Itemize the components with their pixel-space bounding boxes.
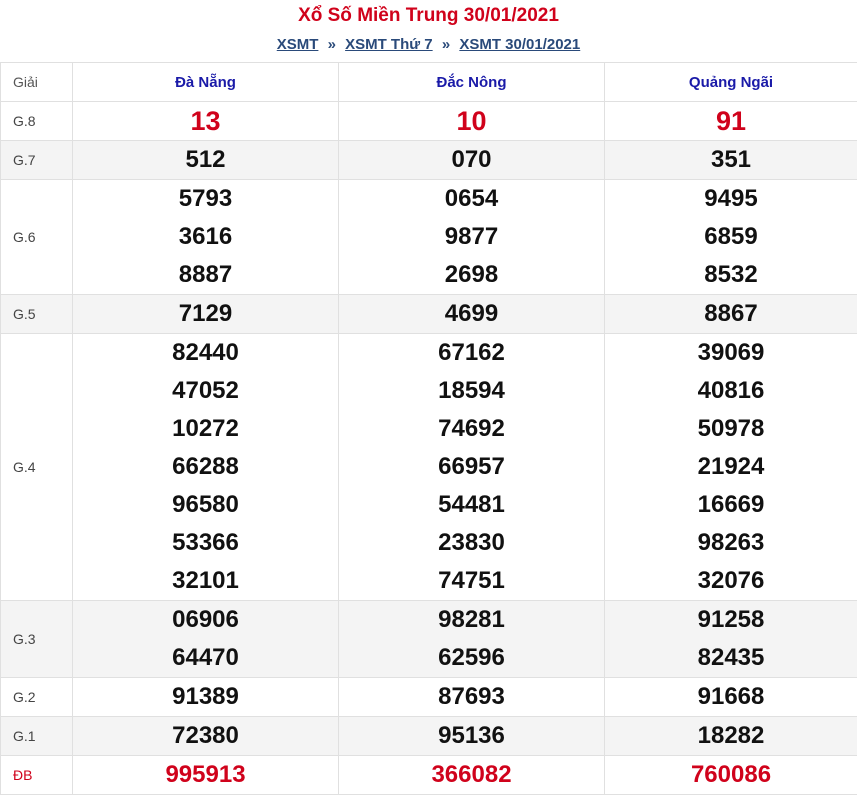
table-row bbox=[1, 102, 857, 141]
result-number: 74692 bbox=[438, 415, 505, 442]
result-number: 91668 bbox=[697, 683, 765, 710]
result-number: 95136 bbox=[438, 722, 505, 749]
result-number: 87693 bbox=[438, 683, 505, 710]
table-header-row bbox=[1, 63, 857, 102]
result-cell bbox=[339, 678, 605, 717]
breadcrumb bbox=[0, 32, 857, 62]
result-number: 66957 bbox=[438, 453, 505, 480]
result-number: 82435 bbox=[697, 644, 765, 671]
result-number: 39069 bbox=[697, 339, 765, 366]
result-number: 23830 bbox=[438, 529, 505, 556]
results-body bbox=[1, 102, 857, 795]
result-cell bbox=[605, 717, 857, 756]
result-cell bbox=[605, 334, 857, 601]
result-number: 53366 bbox=[172, 529, 239, 556]
result-number: 91 bbox=[715, 106, 747, 136]
result-number: 3616 bbox=[178, 223, 233, 250]
result-cell bbox=[73, 180, 339, 295]
result-number: 070 bbox=[451, 146, 492, 173]
result-cell bbox=[605, 102, 857, 141]
prize-column-header: Giải bbox=[1, 63, 73, 102]
prize-label: G.4 bbox=[1, 334, 73, 601]
result-cell bbox=[73, 601, 339, 678]
result-cell bbox=[605, 180, 857, 295]
table-row bbox=[1, 334, 857, 601]
table-row bbox=[1, 141, 857, 180]
result-cell bbox=[73, 756, 339, 795]
prize-label: G.3 bbox=[1, 601, 73, 678]
result-number: 82440 bbox=[172, 339, 239, 366]
prize-label: G.2 bbox=[1, 678, 73, 717]
result-number: 9877 bbox=[444, 223, 499, 250]
result-cell bbox=[339, 717, 605, 756]
result-cell bbox=[73, 717, 339, 756]
result-number: 9495 bbox=[704, 185, 758, 212]
result-number: 72380 bbox=[172, 722, 239, 749]
table-row bbox=[1, 678, 857, 717]
result-number: 10 bbox=[456, 106, 487, 136]
result-number: 47052 bbox=[172, 377, 239, 404]
result-number: 06906 bbox=[172, 606, 239, 633]
breadcrumb-link-xsmt-thu7[interactable]: XSMT Thứ 7 bbox=[345, 36, 433, 53]
result-number: 98263 bbox=[697, 529, 765, 556]
result-number: 5793 bbox=[178, 185, 233, 212]
result-number: 351 bbox=[710, 146, 752, 173]
result-number: 6859 bbox=[704, 223, 758, 250]
result-number: 91258 bbox=[697, 606, 765, 633]
prize-label: G.6 bbox=[1, 180, 73, 295]
breadcrumb-separator: » bbox=[327, 36, 336, 53]
result-number: 8532 bbox=[704, 261, 758, 288]
result-number: 64470 bbox=[172, 644, 239, 671]
result-number: 96580 bbox=[172, 491, 239, 518]
prize-label: G.5 bbox=[1, 295, 73, 334]
result-number: 21924 bbox=[697, 453, 765, 480]
result-number: 8867 bbox=[704, 300, 758, 327]
result-number: 32101 bbox=[172, 567, 239, 594]
result-number: 98281 bbox=[438, 606, 505, 633]
result-cell bbox=[605, 601, 857, 678]
result-cell bbox=[339, 295, 605, 334]
result-number: 18594 bbox=[438, 377, 505, 404]
result-number: 16669 bbox=[697, 491, 765, 518]
result-number: 32076 bbox=[697, 567, 765, 594]
result-number: 995913 bbox=[165, 761, 246, 788]
breadcrumb-separator: » bbox=[441, 36, 451, 53]
table-row bbox=[1, 717, 857, 756]
result-cell bbox=[73, 334, 339, 601]
result-cell bbox=[605, 756, 857, 795]
result-number: 7129 bbox=[178, 300, 233, 327]
result-number: 10272 bbox=[172, 415, 239, 442]
result-cell bbox=[605, 678, 857, 717]
prize-label: ĐB bbox=[1, 756, 73, 795]
result-number: 13 bbox=[190, 106, 221, 136]
result-number: 8887 bbox=[178, 261, 233, 288]
province-header-dac-nong[interactable]: Đắc Nông bbox=[339, 63, 605, 102]
result-number: 366082 bbox=[431, 761, 512, 788]
table-row bbox=[1, 601, 857, 678]
prize-label: G.1 bbox=[1, 717, 73, 756]
result-cell bbox=[73, 141, 339, 180]
result-number: 62596 bbox=[438, 644, 505, 671]
table-row bbox=[1, 295, 857, 334]
result-cell bbox=[73, 295, 339, 334]
result-number: 4699 bbox=[444, 300, 499, 327]
prize-label: G.7 bbox=[1, 141, 73, 180]
province-header-quang-ngai[interactable]: Quảng Ngãi bbox=[605, 63, 857, 102]
result-cell bbox=[605, 295, 857, 334]
result-number: 66288 bbox=[172, 453, 239, 480]
result-number: 2698 bbox=[444, 261, 499, 288]
result-number: 760086 bbox=[690, 761, 772, 788]
result-cell bbox=[73, 102, 339, 141]
result-number: 50978 bbox=[697, 415, 765, 442]
breadcrumb-link-xsmt[interactable]: XSMT bbox=[276, 36, 319, 53]
result-number: 40816 bbox=[697, 377, 765, 404]
result-cell bbox=[339, 141, 605, 180]
result-number: 54481 bbox=[438, 491, 505, 518]
table-row bbox=[1, 756, 857, 795]
result-number: 0654 bbox=[444, 185, 499, 212]
results-table bbox=[0, 62, 857, 795]
result-cell bbox=[339, 334, 605, 601]
result-number: 67162 bbox=[438, 339, 505, 366]
result-number: 512 bbox=[185, 146, 226, 173]
result-cell bbox=[339, 180, 605, 295]
result-cell bbox=[339, 102, 605, 141]
prize-label: G.8 bbox=[1, 102, 73, 141]
province-header-da-nang[interactable]: Đà Nẵng bbox=[73, 63, 339, 102]
result-cell bbox=[605, 141, 857, 180]
table-row bbox=[1, 180, 857, 295]
result-number: 91389 bbox=[172, 683, 239, 710]
result-cell bbox=[73, 678, 339, 717]
result-number: 18282 bbox=[697, 722, 765, 749]
page-title: Xổ Số Miền Trung 30/01/2021 bbox=[298, 5, 559, 26]
result-cell bbox=[339, 756, 605, 795]
result-cell bbox=[339, 601, 605, 678]
breadcrumb-link-xsmt-date[interactable]: XSMT 30/01/2021 bbox=[459, 36, 581, 53]
result-number: 74751 bbox=[438, 567, 505, 594]
